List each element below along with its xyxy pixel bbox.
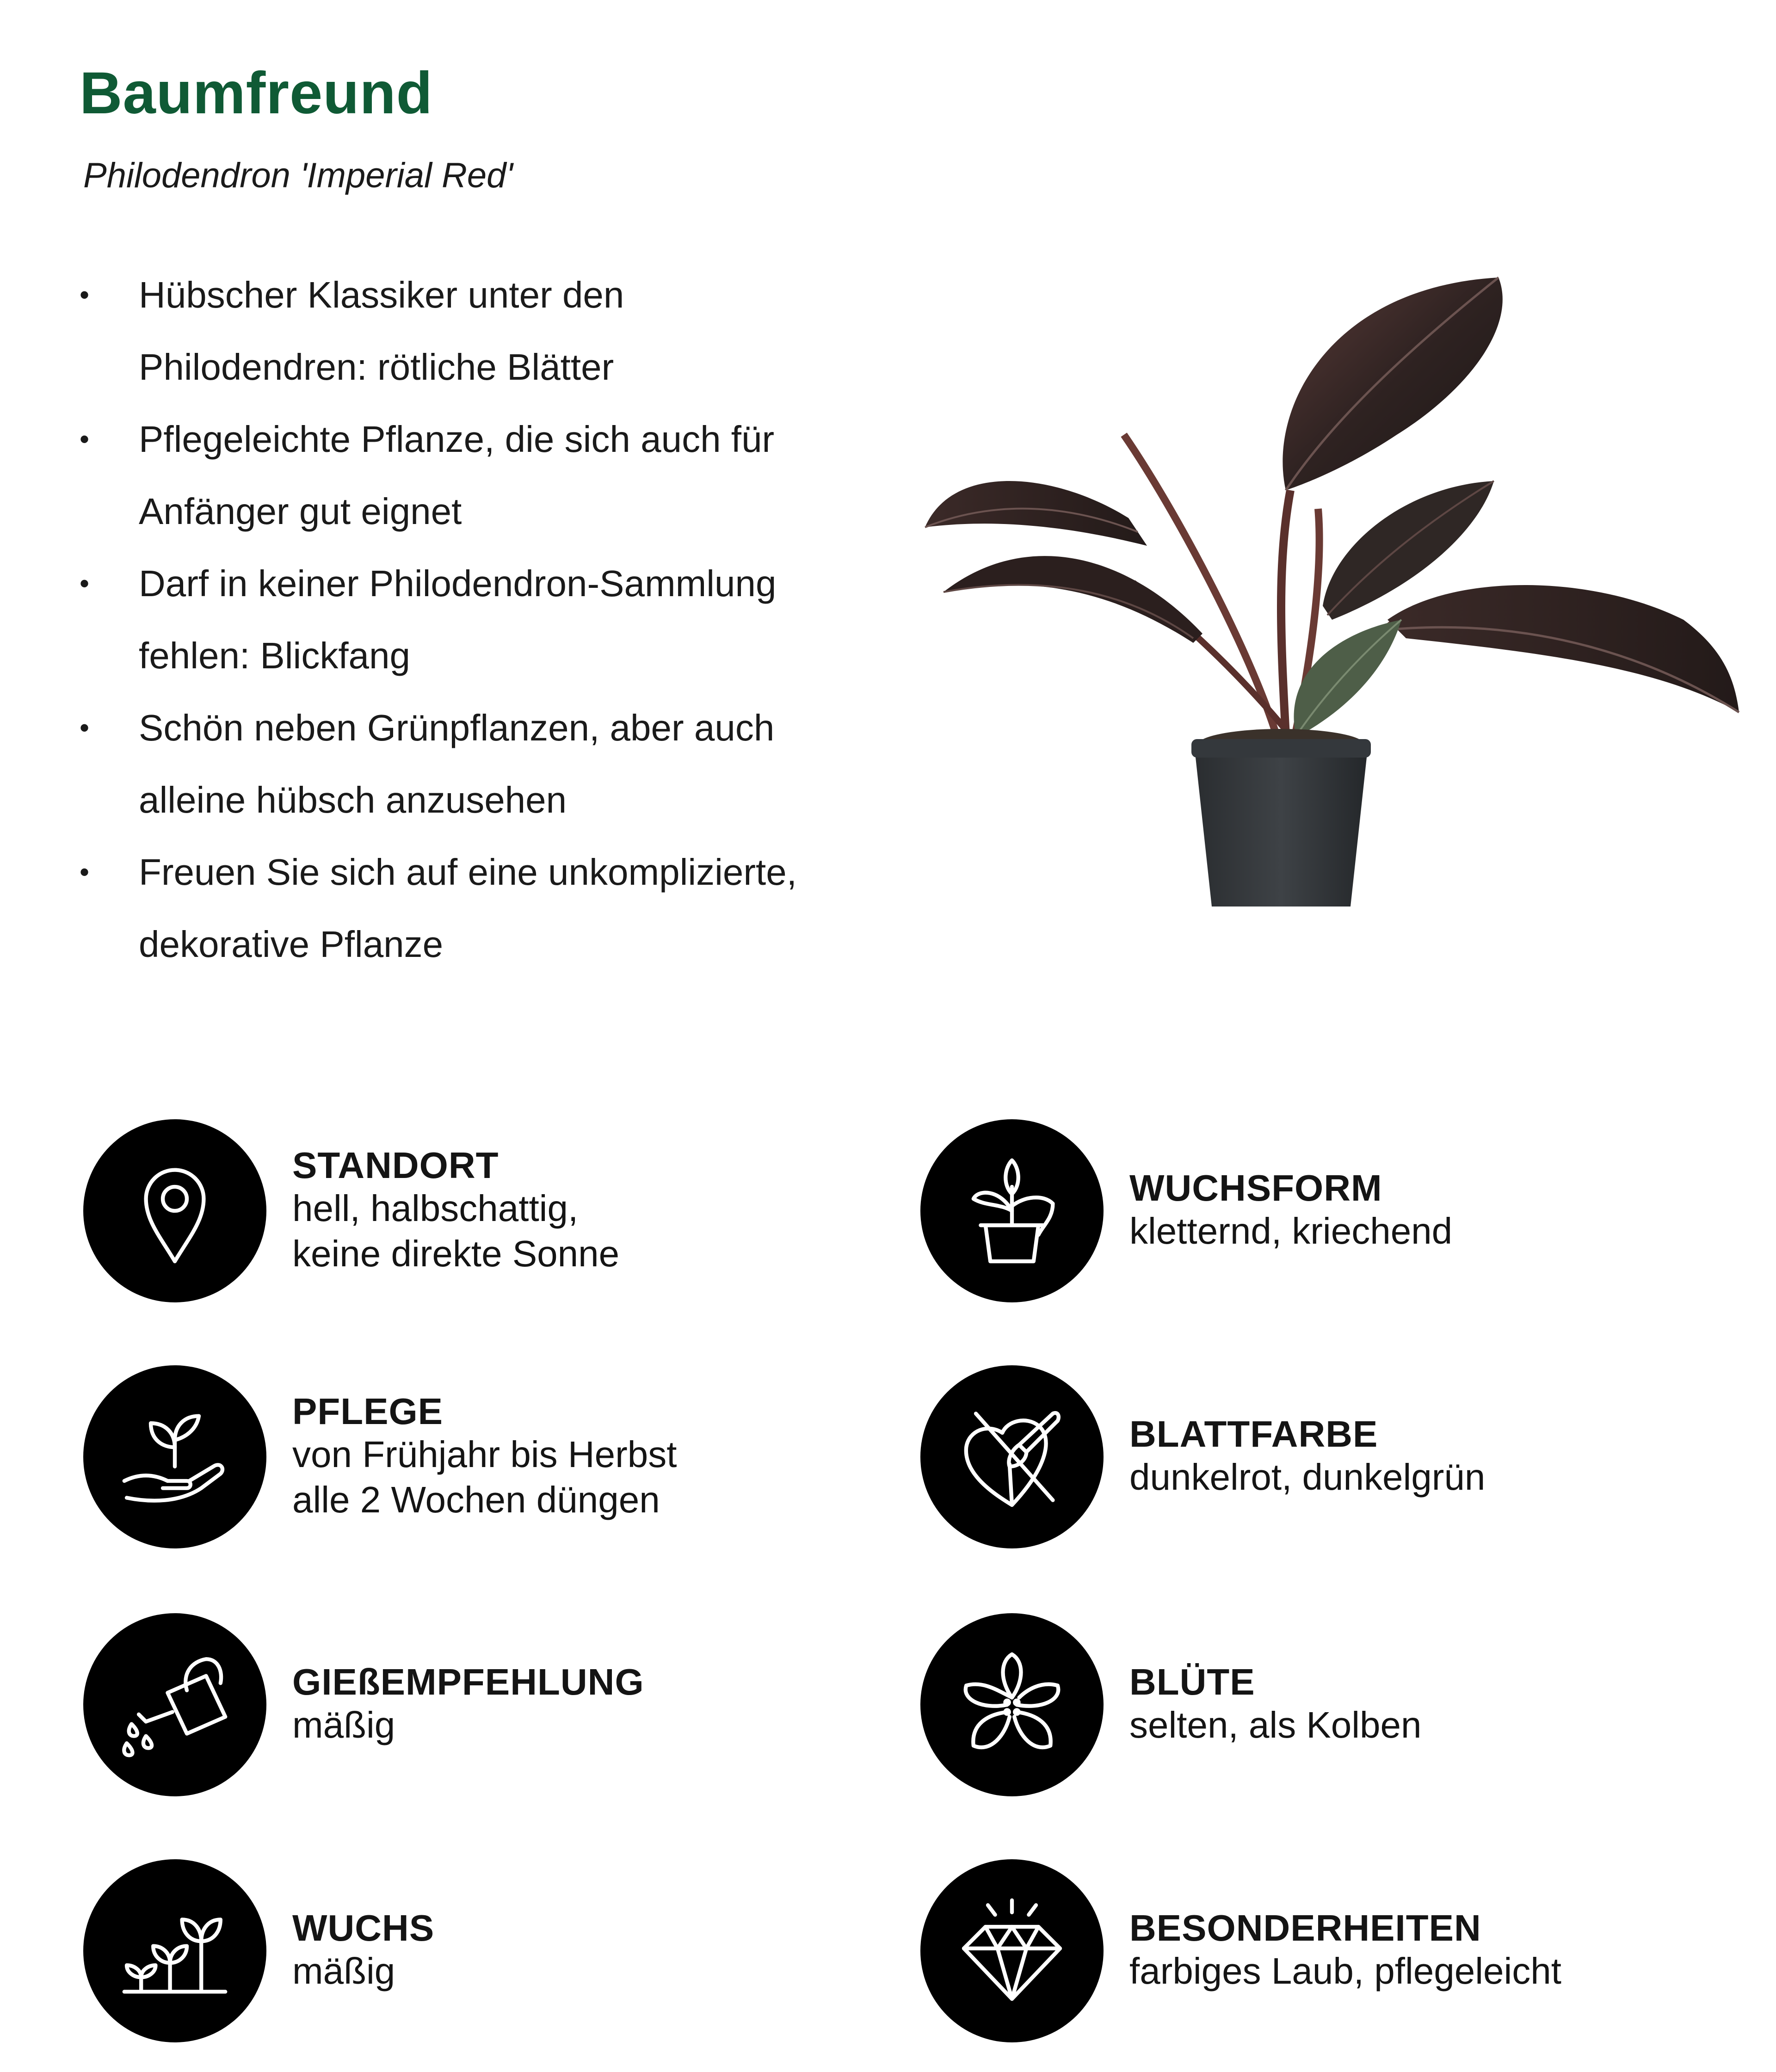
feature-line: alleine hübsch anzusehen: [139, 779, 567, 820]
location-pin-icon: [83, 1119, 266, 1302]
brand-title: Baumfreund: [80, 60, 433, 126]
bullet-icon: •: [80, 857, 90, 888]
attr-value: farbiges Laub, pflegeleicht: [1129, 1950, 1561, 1992]
feature-line: Freuen Sie sich auf eine unkomplizierte,: [139, 851, 797, 893]
attr-wuchs: [83, 1859, 434, 2042]
attr-title: PFLEGE: [292, 1391, 444, 1432]
attr-bluete: [920, 1613, 1422, 1796]
feature-line: Anfänger gut eignet: [139, 491, 462, 532]
feature-item: [80, 548, 903, 692]
bullet-icon: •: [80, 712, 90, 743]
attr-title: WUCHS: [292, 1907, 435, 1949]
attr-value: kletternd, kriechend: [1129, 1210, 1453, 1252]
feature-line: Hübscher Klassiker unter den: [139, 274, 624, 315]
feature-line: Darf in keiner Philodendron-Sammlung: [139, 563, 777, 604]
attr-value: dunkelrot, dunkelgrün: [1129, 1456, 1486, 1498]
watering-can-icon: [83, 1613, 266, 1796]
attr-value: mäßig: [292, 1704, 395, 1746]
attr-wuchsform: [920, 1119, 1452, 1302]
attr-giessempfehlung: [83, 1613, 644, 1796]
growing-sprouts-icon: [83, 1859, 266, 2042]
feature-item: [80, 692, 903, 836]
product-subtitle: Philodendron 'Imperial Red': [83, 156, 513, 195]
attr-title: WUCHSFORM: [1129, 1167, 1382, 1209]
attr-title: GIEßEMPFEHLUNG: [292, 1661, 644, 1703]
plant-product-image: [916, 268, 1748, 916]
attr-title: BESONDERHEITEN: [1129, 1907, 1481, 1949]
bullet-icon: •: [80, 568, 90, 599]
feature-item: [80, 836, 903, 980]
bullet-icon: •: [80, 279, 90, 310]
attr-value: selten, als Kolben: [1129, 1704, 1422, 1746]
attr-value: mäßig: [292, 1950, 395, 1992]
feature-list: [80, 259, 903, 980]
attr-standort: [83, 1119, 619, 1302]
attr-value: hell, halbschattig, keine direkte Sonne: [292, 1188, 620, 1274]
attr-besonderheiten: [920, 1859, 1561, 2042]
feature-item: [80, 403, 903, 548]
bullet-icon: •: [80, 424, 90, 455]
diamond-icon: [920, 1859, 1104, 2042]
hand-seedling-icon: [83, 1365, 266, 1548]
feature-line: Pflegeleichte Pflanze, die sich auch für: [139, 419, 775, 460]
attr-pflege: [83, 1365, 677, 1548]
attr-blattfarbe: [920, 1365, 1485, 1548]
feature-item: [80, 259, 903, 403]
feature-line: Schön neben Grünpflanzen, aber auch: [139, 707, 775, 748]
feature-line: dekorative Pflanze: [139, 924, 444, 965]
attr-title: BLÜTE: [1129, 1661, 1255, 1703]
feature-line: Philodendren: rötliche Blätter: [139, 346, 614, 388]
attr-title: STANDORT: [292, 1145, 499, 1186]
potted-plant-icon: [920, 1119, 1104, 1302]
attr-title: BLATTFARBE: [1129, 1413, 1378, 1455]
leaf-brush-icon: [920, 1365, 1104, 1548]
feature-line: fehlen: Blickfang: [139, 635, 411, 676]
flower-icon: [920, 1613, 1104, 1796]
attr-value: von Frühjahr bis Herbst alle 2 Wochen düngen: [292, 1434, 677, 1520]
